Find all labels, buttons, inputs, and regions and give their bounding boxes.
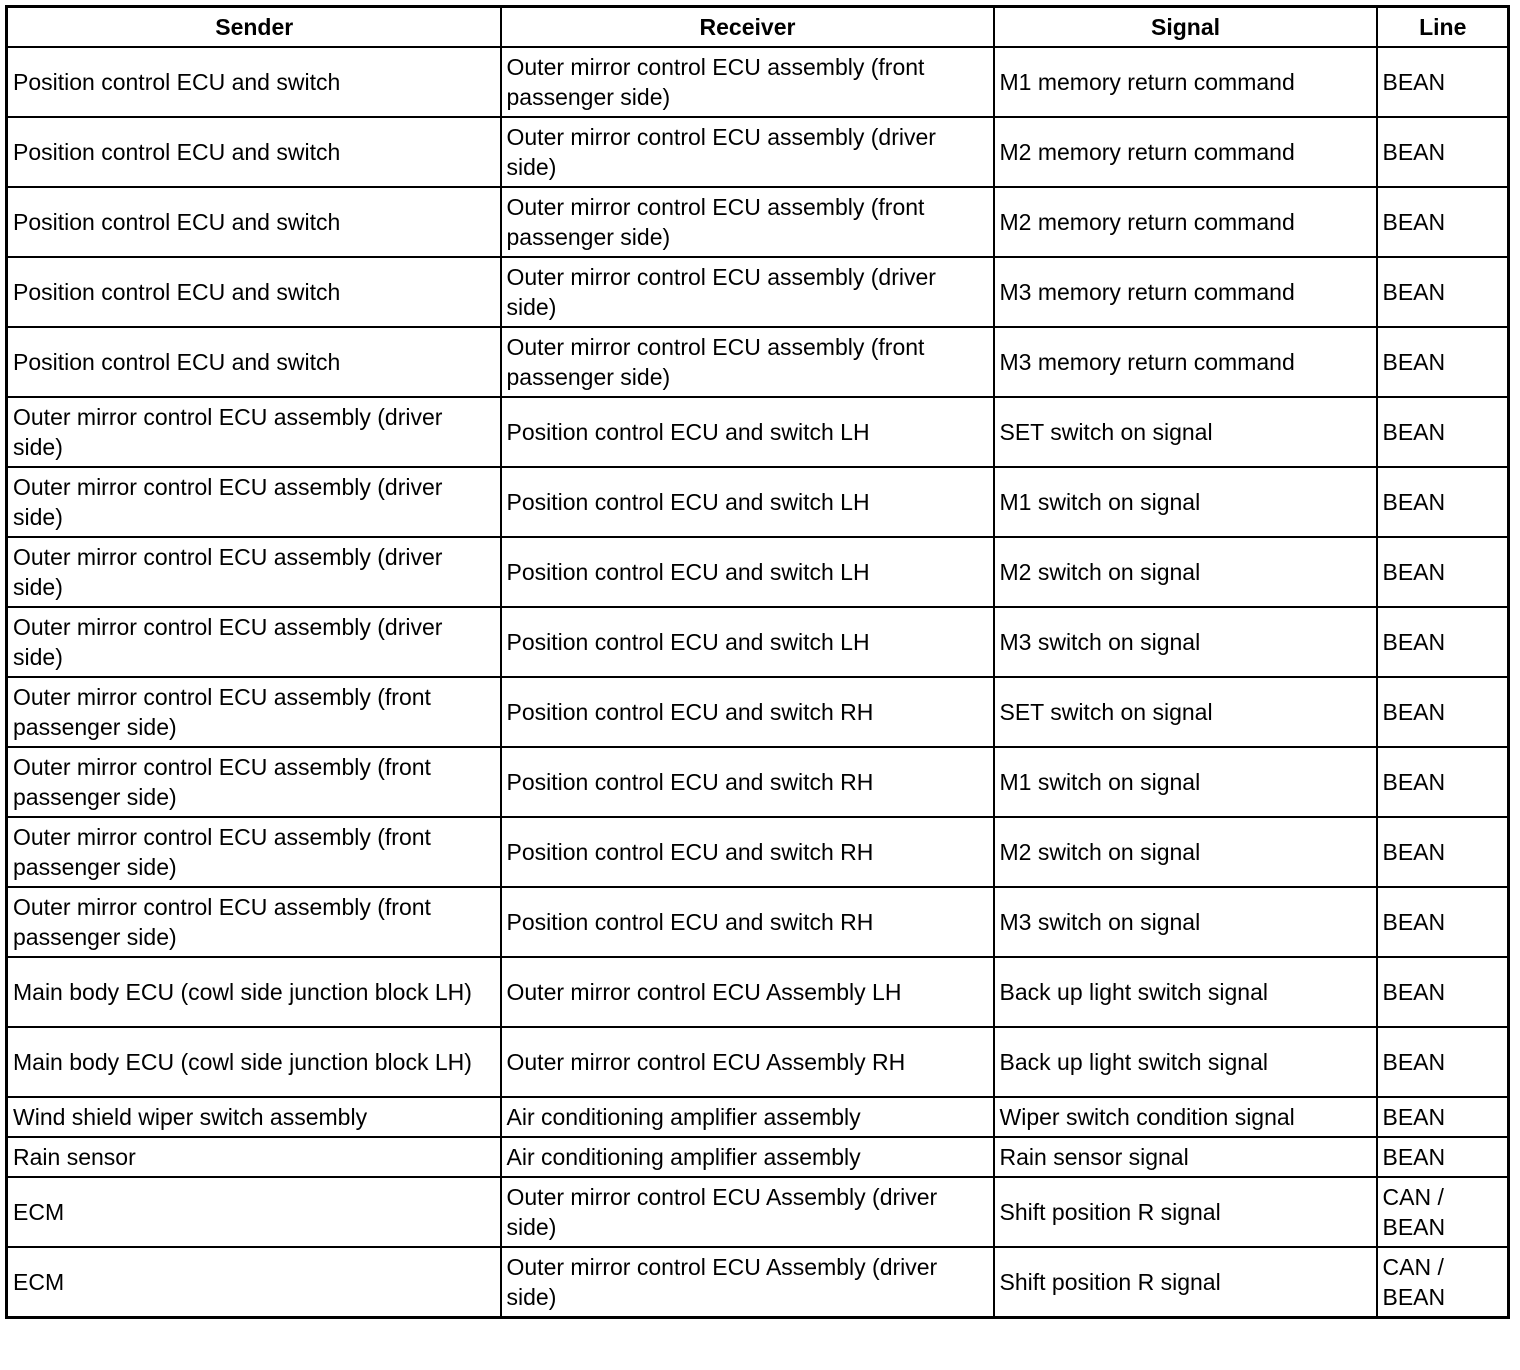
cell-signal: Wiper switch condition signal	[994, 1097, 1377, 1137]
table-row	[7, 397, 1509, 467]
cell-line: BEAN	[1377, 1097, 1509, 1137]
cell-receiver: Outer mirror control ECU Assembly RH	[501, 1027, 994, 1097]
cell-line: BEAN	[1377, 1027, 1509, 1097]
cell-sender: Outer mirror control ECU assembly (front passenger side)	[7, 887, 501, 957]
cell-signal: M3 memory return command	[994, 327, 1377, 397]
cell-signal: Back up light switch signal	[994, 1027, 1377, 1097]
cell-sender: Rain sensor	[7, 1137, 501, 1177]
cell-sender: Position control ECU and switch	[7, 327, 501, 397]
cell-line: BEAN	[1377, 1137, 1509, 1177]
table-row	[7, 677, 1509, 747]
table-row	[7, 537, 1509, 607]
cell-sender: Wind shield wiper switch assembly	[7, 1097, 501, 1137]
cell-line: CAN / BEAN	[1377, 1247, 1509, 1318]
cell-receiver: Position control ECU and switch RH	[501, 887, 994, 957]
cell-signal: M2 memory return command	[994, 117, 1377, 187]
cell-receiver: Position control ECU and switch LH	[501, 537, 994, 607]
table-row	[7, 47, 1509, 117]
cell-signal: M3 switch on signal	[994, 887, 1377, 957]
cell-receiver: Outer mirror control ECU Assembly (driver side)	[501, 1247, 994, 1318]
table-row	[7, 327, 1509, 397]
communication-table-container	[5, 5, 1507, 1319]
cell-signal: Rain sensor signal	[994, 1137, 1377, 1177]
cell-signal: Back up light switch signal	[994, 957, 1377, 1027]
cell-sender: Outer mirror control ECU assembly (front passenger side)	[7, 817, 501, 887]
cell-receiver: Position control ECU and switch RH	[501, 677, 994, 747]
cell-receiver: Position control ECU and switch LH	[501, 397, 994, 467]
cell-line: BEAN	[1377, 677, 1509, 747]
communication-table	[5, 5, 1510, 1319]
cell-line: BEAN	[1377, 887, 1509, 957]
cell-receiver: Position control ECU and switch LH	[501, 467, 994, 537]
cell-line: CAN / BEAN	[1377, 1177, 1509, 1247]
cell-sender: ECM	[7, 1247, 501, 1318]
table-row	[7, 957, 1509, 1027]
cell-line: BEAN	[1377, 117, 1509, 187]
cell-receiver: Outer mirror control ECU assembly (driver side)	[501, 257, 994, 327]
cell-signal: M2 memory return command	[994, 187, 1377, 257]
cell-signal: M1 memory return command	[994, 47, 1377, 117]
table-row	[7, 1177, 1509, 1247]
table-row	[7, 817, 1509, 887]
cell-line: BEAN	[1377, 397, 1509, 467]
table-row	[7, 1247, 1509, 1318]
cell-line: BEAN	[1377, 537, 1509, 607]
cell-line: BEAN	[1377, 327, 1509, 397]
cell-receiver: Outer mirror control ECU assembly (driver side)	[501, 117, 994, 187]
cell-sender: Position control ECU and switch	[7, 257, 501, 327]
cell-signal: M2 switch on signal	[994, 817, 1377, 887]
cell-sender: Outer mirror control ECU assembly (front passenger side)	[7, 747, 501, 817]
cell-receiver: Outer mirror control ECU Assembly (driver side)	[501, 1177, 994, 1247]
cell-sender: Outer mirror control ECU assembly (driver side)	[7, 607, 501, 677]
cell-line: BEAN	[1377, 747, 1509, 817]
table-body	[7, 47, 1509, 1318]
cell-sender: Position control ECU and switch	[7, 187, 501, 257]
header-receiver: Receiver	[501, 7, 994, 48]
cell-signal: Shift position R signal	[994, 1177, 1377, 1247]
cell-line: BEAN	[1377, 957, 1509, 1027]
cell-sender: Outer mirror control ECU assembly (front passenger side)	[7, 677, 501, 747]
cell-line: BEAN	[1377, 467, 1509, 537]
cell-line: BEAN	[1377, 257, 1509, 327]
cell-receiver: Air conditioning amplifier assembly	[501, 1137, 994, 1177]
table-row	[7, 467, 1509, 537]
cell-sender: Outer mirror control ECU assembly (driver side)	[7, 397, 501, 467]
cell-line: BEAN	[1377, 817, 1509, 887]
cell-line: BEAN	[1377, 47, 1509, 117]
table-row	[7, 187, 1509, 257]
cell-signal: M1 switch on signal	[994, 747, 1377, 817]
cell-receiver: Outer mirror control ECU assembly (front passenger side)	[501, 187, 994, 257]
header-sender: Sender	[7, 7, 501, 48]
cell-sender: ECM	[7, 1177, 501, 1247]
cell-signal: M1 switch on signal	[994, 467, 1377, 537]
table-header-row	[7, 7, 1509, 48]
cell-signal: Shift position R signal	[994, 1247, 1377, 1318]
cell-sender: Main body ECU (cowl side junction block LH)	[7, 1027, 501, 1097]
cell-signal: M3 memory return command	[994, 257, 1377, 327]
header-line: Line	[1377, 7, 1509, 48]
cell-receiver: Air conditioning amplifier assembly	[501, 1097, 994, 1137]
table-row	[7, 1027, 1509, 1097]
table-row	[7, 117, 1509, 187]
header-signal: Signal	[994, 7, 1377, 48]
cell-line: BEAN	[1377, 607, 1509, 677]
table-row	[7, 257, 1509, 327]
cell-signal: M3 switch on signal	[994, 607, 1377, 677]
cell-signal: SET switch on signal	[994, 677, 1377, 747]
table-row	[7, 1097, 1509, 1137]
cell-receiver: Outer mirror control ECU assembly (front passenger side)	[501, 47, 994, 117]
cell-line: BEAN	[1377, 187, 1509, 257]
table-row	[7, 607, 1509, 677]
cell-sender: Main body ECU (cowl side junction block LH)	[7, 957, 501, 1027]
cell-sender: Outer mirror control ECU assembly (driver side)	[7, 537, 501, 607]
cell-receiver: Position control ECU and switch LH	[501, 607, 994, 677]
table-row	[7, 1137, 1509, 1177]
cell-sender: Outer mirror control ECU assembly (driver side)	[7, 467, 501, 537]
cell-receiver: Outer mirror control ECU assembly (front passenger side)	[501, 327, 994, 397]
table-row	[7, 887, 1509, 957]
cell-sender: Position control ECU and switch	[7, 117, 501, 187]
table-row	[7, 747, 1509, 817]
cell-receiver: Position control ECU and switch RH	[501, 817, 994, 887]
cell-sender: Position control ECU and switch	[7, 47, 501, 117]
cell-receiver: Position control ECU and switch RH	[501, 747, 994, 817]
cell-signal: SET switch on signal	[994, 397, 1377, 467]
cell-signal: M2 switch on signal	[994, 537, 1377, 607]
cell-receiver: Outer mirror control ECU Assembly LH	[501, 957, 994, 1027]
